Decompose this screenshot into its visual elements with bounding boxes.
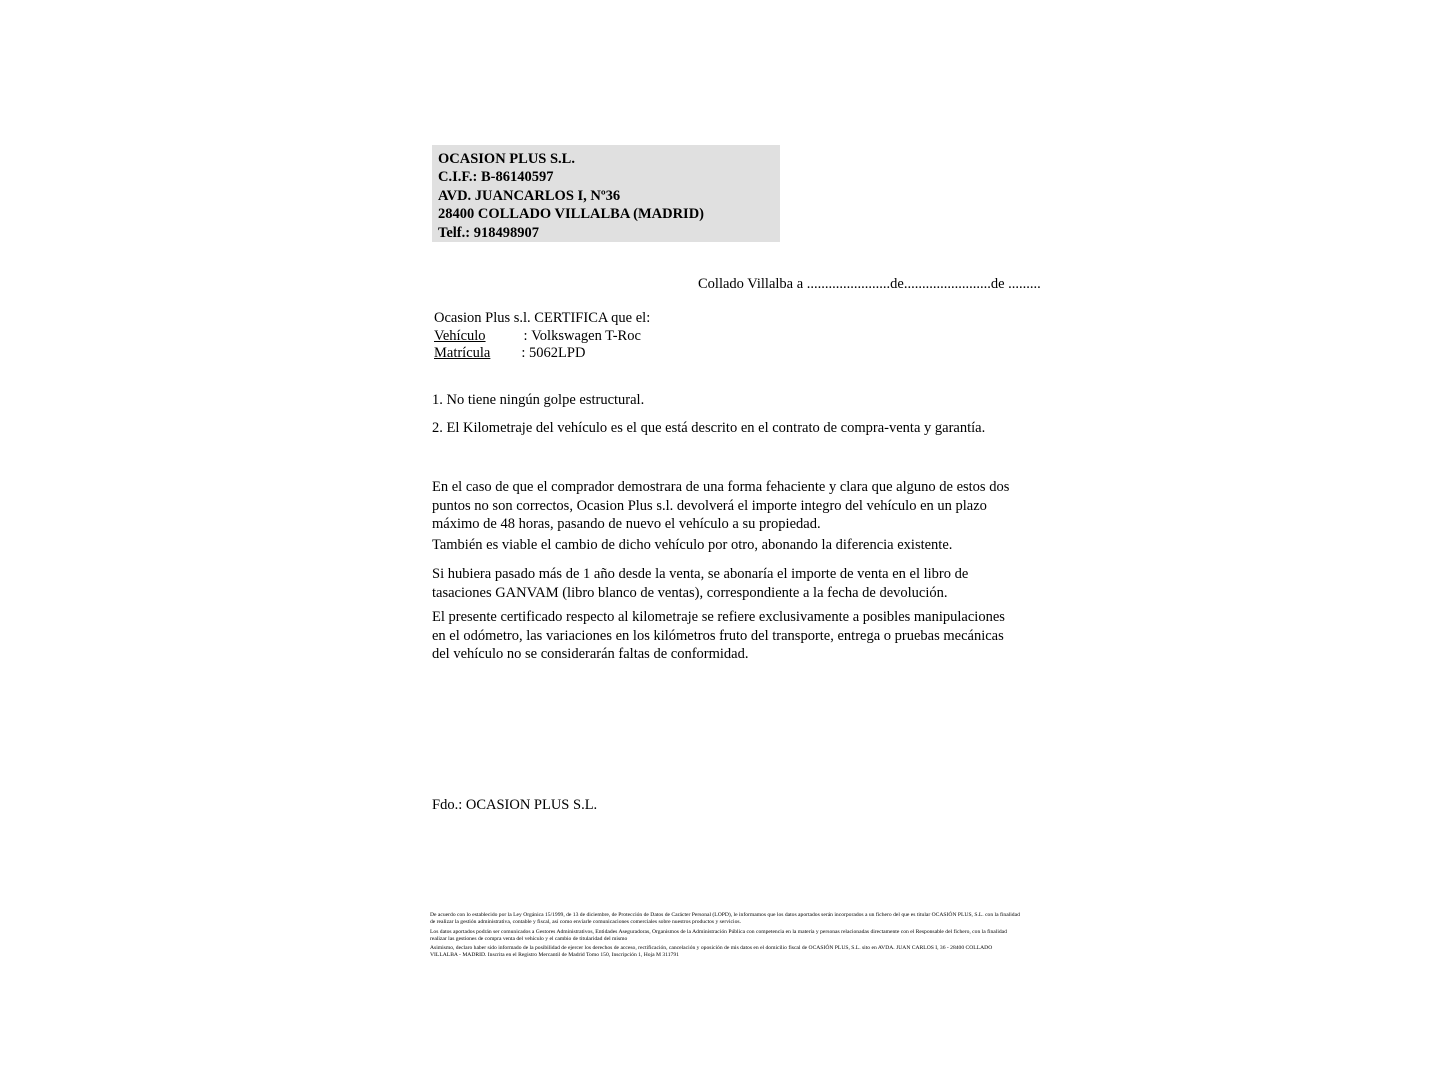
plate-field-label: Matrícula: [434, 345, 491, 361]
body-paragraph-4: El presente certificado respecto al kilometraje se refiere exclusivamente a posibles manipulaciones en el odómetro, las variaciones en los kilómetros fruto del transporte, entrega o pruebas mecánicas del vehículo no se considerarán faltas de conformidad.: [432, 609, 1005, 662]
company-city: 28400 COLLADO VILLALBA (MADRID): [438, 206, 704, 223]
legal-notice-paragraph-2: Los datos aportados podrán ser comunicados a Gestores Administrativos, Entidades Aseguradoras, Organismos de la Administración Pública con competencia en la materia y personas relacionadas directamente con el Responsable del fichero, con la finalidad realizar las gestiones de compra venta del vehículo y el cambio de titularidad del mismo: [430, 928, 1007, 942]
signature-line: Fdo.: OCASION PLUS S.L.: [432, 797, 598, 813]
company-phone: Telf.: 918498907: [438, 224, 539, 241]
legal-notice-paragraph-1: De acuerdo con lo establecido por la Ley Orgánica 15/1999, de 13 de diciembre, de Protección de Datos de Carácter Personal (LOPD), le informamos que los datos aportados serán incorporados a un fichero del que es titular OCASIÓN PLUS, S.L. con la finalidad de realizar la gestión administrativa, contable y fiscal, así como envíarle comunicaciones comerciales sobre nuestros productos y servicios.: [430, 912, 1020, 926]
body-paragraph-3: Si hubiera pasado más de 1 año desde la venta, se abonaría el importe de venta en el libro de tasaciones GANVAM (libro blanco de ventas), correspondiente a la fecha de devolución.: [432, 566, 969, 601]
place-and-date-line: Collado Villalba a .......................de........................de .........: [698, 276, 1041, 292]
company-name: OCASION PLUS S.L.: [438, 151, 575, 167]
clause-item-2: 2. El Kilometraje del vehículo es el que está descrito en el contrato de compra-venta y garantía.: [432, 420, 986, 436]
vehicle-field-value: Volkswagen T-Roc: [531, 328, 641, 344]
clause-item-1: 1. No tiene ningún golpe estructural.: [432, 392, 645, 408]
plate-field-row: [434, 344, 585, 362]
legal-notice-block: [430, 912, 1020, 962]
company-header-block: [432, 145, 780, 242]
body-paragraph-1: En el caso de que el comprador demostrara de una forma fehaciente y clara que alguno de estos dos puntos no son correctos, Ocasion Plus s.l. devolverá el importe integro del vehículo en un plazo máximo de 48 horas, pasando de nuevo el vehículo a su propiedad.: [432, 479, 1010, 532]
plate-field-value: 5062LPD: [529, 345, 586, 361]
vehicle-field-row: [434, 327, 641, 345]
body-paragraph-2: También es viable el cambio de dicho vehículo por otro, abonando la diferencia existente.: [432, 537, 953, 553]
vehicle-field-separator: :: [523, 328, 528, 344]
certifies-line: Ocasion Plus s.l. CERTIFICA que el:: [434, 310, 651, 326]
company-address: AVD. JUANCARLOS I, Nº36: [438, 187, 621, 204]
vehicle-field-label: Vehículo: [434, 328, 486, 344]
legal-notice-paragraph-3: Asimismo, declaro haber sido informado de la posibilidad de ejercer los derechos de acceso, rectificación, cancelación y oposición de mis datos en el domicilio fiscal de OCASIÓN PLUS, S.L. sito en AVDA. JUAN CARLOS I, 36 - 28400 COLLADO VILLALBA - MADRID. Inscrita en el Registro Mercantil de Madrid Tomo 150, Inscripción 1, Hoja M 311791: [430, 945, 993, 959]
company-cif: C.I.F.: B-86140597: [438, 169, 554, 186]
plate-field-separator: :: [521, 345, 526, 361]
